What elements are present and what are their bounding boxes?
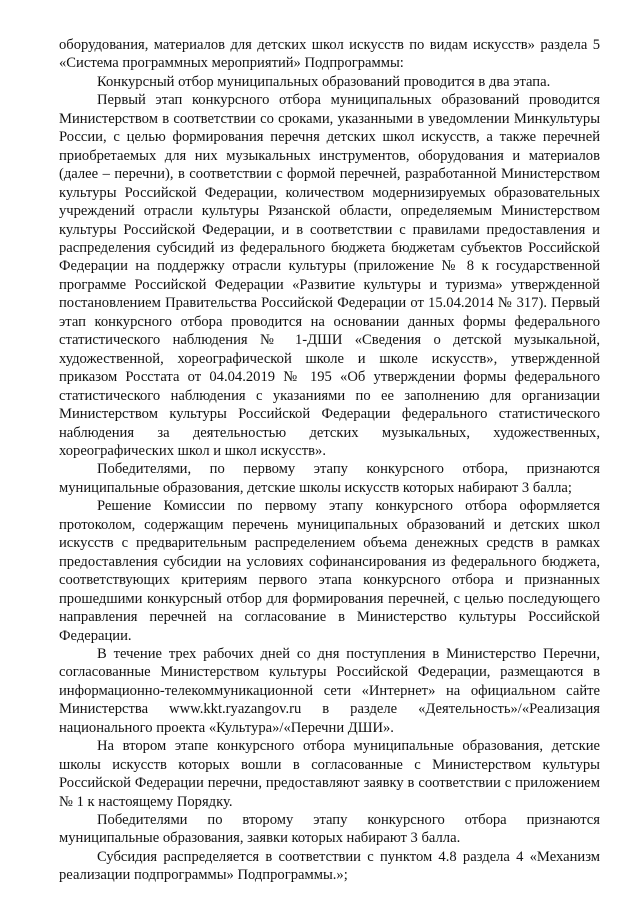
paragraph-continuation: оборудования, материалов для детских школ искусств по видам искусств» раздела 5 «Система программных мероприятий» Подпрограммы: [59, 37, 600, 72]
document-body [59, 36, 600, 885]
paragraph-second-stage-winners: Победителями по второму этапу конкурсного отбора признаются муниципальные образования, заявки которых набирают 3 балла. [59, 812, 600, 847]
paragraph-commission-decision: Решение Комиссии по первому этапу конкурсного отбора оформляется протоколом, содержащим перечень муниципальных образований и детских школ искусств с предварительным распределением объема денежных средств в рамках предоставления субсидии на условиях софинансирования из федерального бюджета, соответствующих критериям первого этапа конкурсного отбора и признанных прошедшими конкурсный отбор для формирования перечней, с целью последующего направления перечней на согласование в Министерство культуры Российской Федерации. [59, 498, 600, 644]
paragraph-first-stage: Первый этап конкурсного отбора муниципальных образований проводится Министерством в соответствии со сроками, указанными в уведомлении Минкультуры России, с целью формирования перечня детских школ искусств, а также перечней приобретаемых для них музыкальных инструментов, оборудования и материалов (далее – перечни), в соответствии с формой перечней, разработанной Министерством культуры Российской Федерации, количеством модернизируемых образовательных учреждений отрасли культуры Рязанской области, определяемым Министерством культуры Российской Федерации, и в соответствии с правилами предоставления и распределения субсидий из федерального бюджета бюджетам субъектов Российской Федерации на поддержку отрасли культуры (приложение № 8 к государственной программе Российской Федерации «Развитие культуры и туризма» утвержденной постановлением Правительства Российской Федерации от 15.04.2014 № 317). Первый этап конкурсного отбора проводится на основании данных формы федерального статистического наблюдения № 1-ДШИ «Сведения о детской музыкальной, художественной, хореографической школе и школе искусств», утвержденной приказом Росстата от 04.04.2019 № 195 «Об утверждении формы федерального статистического наблюдения с указаниями по ее заполнению для организации Министерством культуры Российской Федерации федерального статистического наблюдения за деятельностью детских музыкальных, художественных, хореографических школ и школ искусств». [59, 92, 600, 459]
paragraph-lists-publication: В течение трех рабочих дней со дня поступления в Министерство Перечни, согласованные Министерством культуры Российской Федерации, размещаются в информационно-телекоммуникационной сети «Интернет» на официальном сайте Министерства www.kkt.ryazangov.ru в разделе «Деятельность»/«Реализация национального проекта «Культура»/«Перечни ДШИ». [59, 645, 600, 736]
paragraph-second-stage: На втором этапе конкурсного отбора муниципальные образования, детские школы искусств которых вошли в согласованные с Министерством культуры Российской Федерации перечни, предоставляют заявку в соответствии с приложением № 1 к настоящему Порядку. [59, 738, 600, 810]
paragraph-first-stage-winners: Победителями, по первому этапу конкурсного отбора, признаются муниципальные образования, детские школы искусств которых набирают 3 балла; [59, 461, 600, 496]
paragraph-two-stages: Конкурсный отбор муниципальных образований проводится в два этапа. [97, 73, 551, 90]
paragraph-subsidy-distribution: Субсидия распределяется в соответствии с пунктом 4.8 раздела 4 «Механизм реализации подпрограммы» Подпрограммы.»; [59, 848, 600, 884]
